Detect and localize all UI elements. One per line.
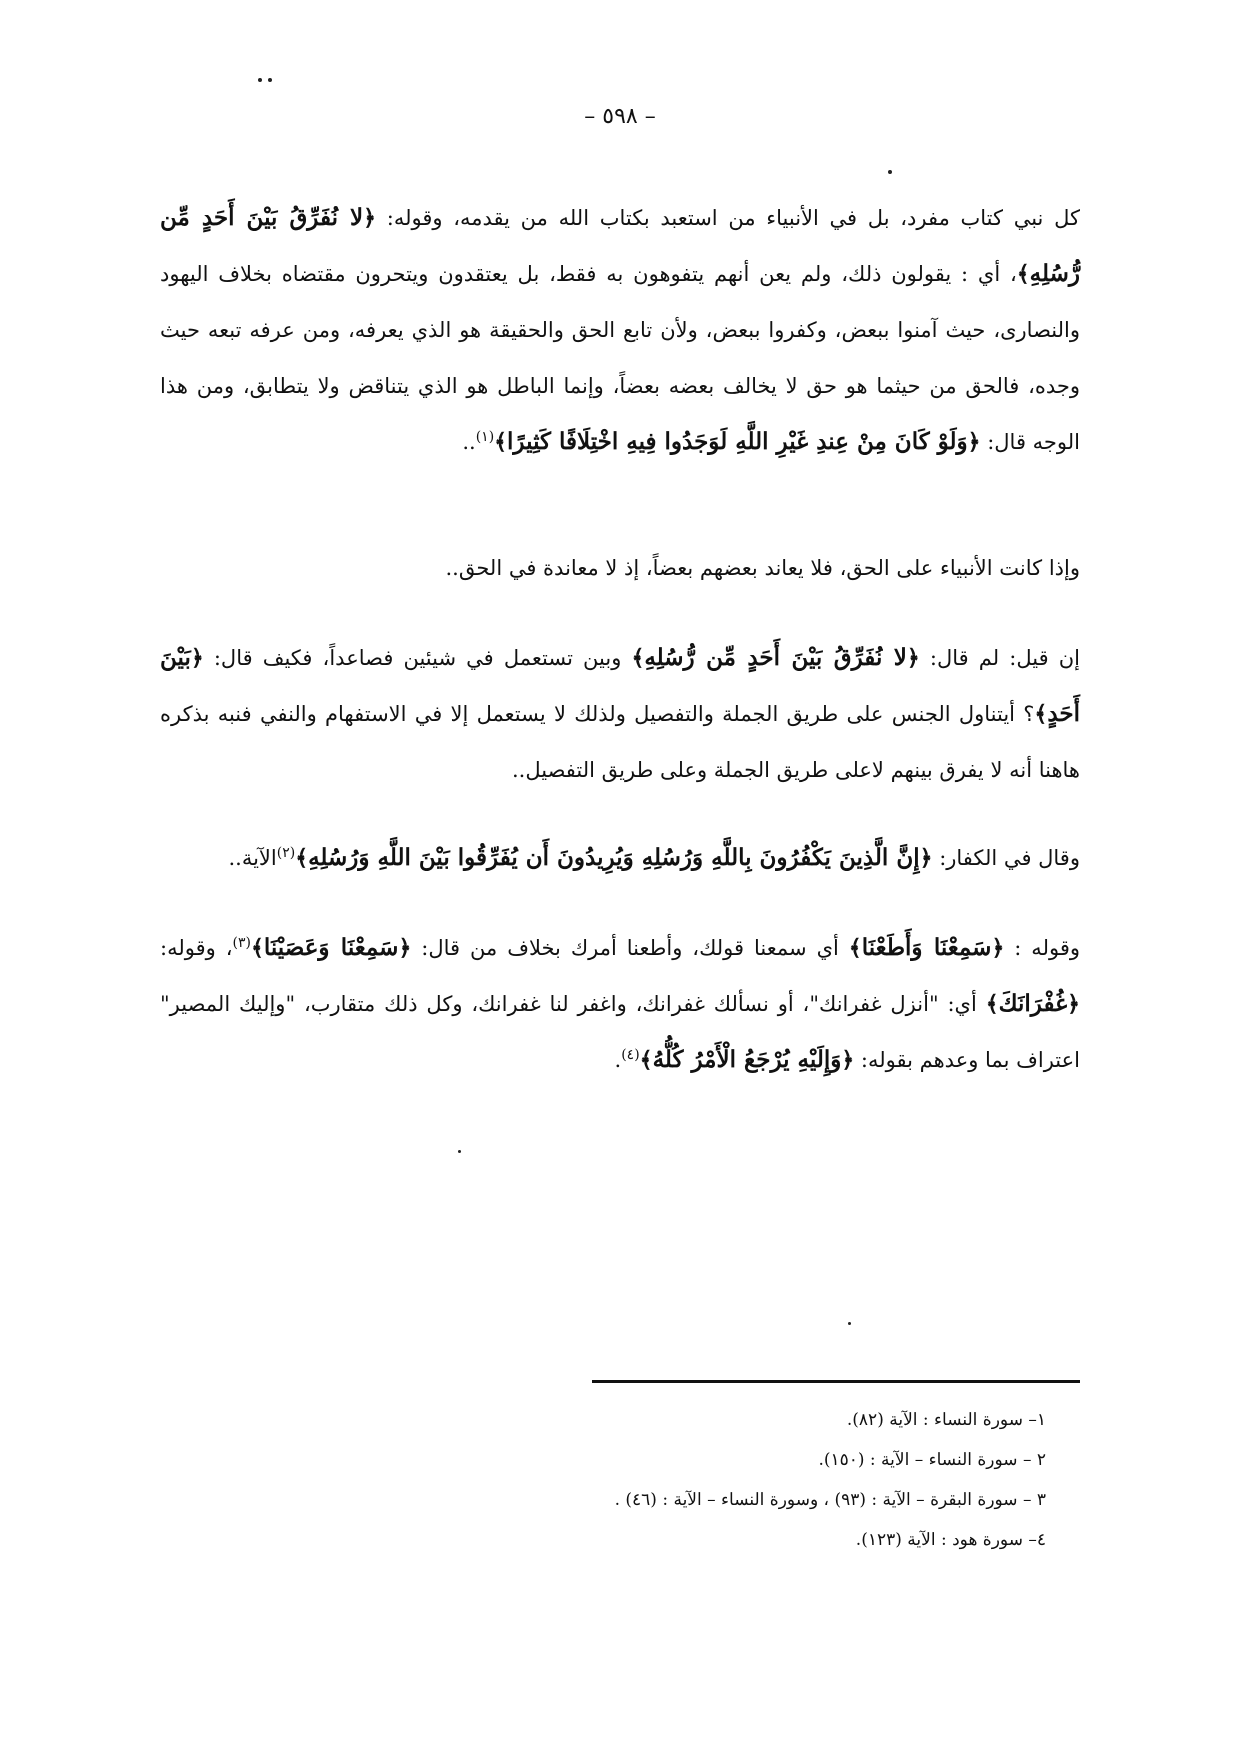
body-text-run: ؟ أيتناول الجنس على طريق الجملة والتفصيل ولذلك لا يستعمل إلا في الاستفهام والنفي فنبه بذكره هاهنا أنه لا يفرق بينهم لاعلى طريق الجملة وعلى طريق التفصيل..	[160, 702, 1080, 782]
body-text-run: أي سمعنا قولك، وأطعنا أمرك بخلاف من قال:	[411, 936, 849, 960]
verse-open-bracket: ﴿	[398, 935, 412, 961]
paragraph	[160, 540, 1080, 596]
body-text-run: الآية..	[228, 846, 277, 870]
quran-verse: سَمِعْنَا وَأَطَعْنَا	[861, 934, 992, 961]
footnote: ٤– سورة هود : الآية (١٢٣).	[855, 1530, 1046, 1550]
body-text-run: إن قيل: لم قال:	[919, 646, 1080, 670]
quran-verse: بَيْنَ أَحَدٍ	[160, 644, 1080, 727]
scan-speck	[848, 1322, 851, 1325]
verse-close-bracket: ﴾	[631, 645, 645, 671]
verse-open-bracket: ﴿	[919, 845, 933, 871]
footnote-marker: (٢)	[276, 845, 296, 861]
footnote-marker: (٤)	[621, 1047, 640, 1063]
body-text-run: وبين تستعمل في شيئين فصاعداً، فكيف قال:	[203, 646, 632, 670]
quran-verse: لا نُفَرِّقُ بَيْنَ أَحَدٍ مِّن رُّسُلِهِ	[644, 644, 907, 671]
quran-verse: غُفْرَانَكَ	[998, 990, 1068, 1017]
quran-verse: وَإِلَيْهِ يُرْجَعُ الْأَمْرُ كُلُّهُ	[652, 1046, 842, 1073]
footnote-marker: (٣)	[232, 935, 251, 951]
body-text-run: ..	[462, 430, 476, 454]
verse-close-bracket: ﴾	[250, 935, 264, 961]
verse-open-bracket: ﴿	[841, 1047, 855, 1073]
paragraph	[160, 630, 1080, 798]
body-text-run: ، وقوله:	[160, 936, 233, 960]
paragraph	[160, 190, 1080, 470]
scan-speck	[258, 78, 262, 82]
scan-speck	[458, 1150, 461, 1153]
paragraph	[160, 830, 1080, 886]
verse-close-bracket: ﴾	[639, 1047, 653, 1073]
verse-close-bracket: ﴾	[1034, 701, 1048, 727]
scan-speck	[268, 78, 272, 82]
page-number: – ٥٩٨ –	[584, 104, 656, 129]
verse-open-bracket: ﴿	[967, 429, 981, 455]
paragraph	[160, 920, 1080, 1088]
quran-verse: سَمِعْنَا وَعَصَيْنَا	[263, 934, 399, 961]
quran-verse: إِنَّ الَّذِينَ يَكْفُرُونَ بِاللَّهِ وَرُسُلِهِ وَيُرِيدُونَ أَن يُفَرِّقُوا بَيْنَ اللَّهِ وَرُسُلِهِ	[308, 844, 920, 871]
body-text-run: كل نبي كتاب مفرد، بل في الأنبياء من استعبد بكتاب الله من يقدمه، وقوله:	[376, 206, 1080, 230]
verse-close-bracket: ﴾	[1016, 261, 1030, 287]
verse-open-bracket: ﴿	[1067, 991, 1080, 1017]
footnote-marker: (١)	[475, 429, 495, 445]
body-text-run: ، أي : يقولون ذلك، ولم يعن أنهم يتفوهون به فقط، بل يعتقدون ويتحرون مقتضاه بخلاف اليهود والنصارى، حيث آمنوا ببعض، وكفروا ببعض، ولأن تابع الحق والحقيقة هو الذي يعرفه، ومن عرفه تبعه حيث وجده، فالحق من حيثما هو حق لا يخالف بعضه بعضاً، وإنما الباطل هو الذي يتناقض ولا يتطابق، ومن هذا الوجه قال:	[160, 262, 1080, 454]
body-text-run: أي: "أنزل غفرانك"، أو نسألك غفرانك، واغفر لنا غفرانك، وكل ذلك متقارب، "وإليك المصير" اعتراف بما وعدهم بقوله:	[160, 992, 1080, 1072]
verse-open-bracket: ﴿	[991, 935, 1005, 961]
body-text-run: وقوله :	[1004, 936, 1080, 960]
quran-verse: لا نُفَرِّقُ بَيْنَ أَحَدٍ مِّن رُّسُلِهِ	[160, 204, 1080, 287]
footnote: ٣ – سورة البقرة – الآية : (٩٣) ، وسورة النساء – الآية : (٤٦) .	[614, 1490, 1046, 1510]
verse-close-bracket: ﴾	[494, 429, 508, 455]
verse-open-bracket: ﴿	[363, 205, 377, 231]
scan-speck	[888, 170, 892, 174]
footnote: ٢ – سورة النساء – الآية : (١٥٠).	[818, 1450, 1046, 1470]
body-text-run: .	[614, 1048, 622, 1072]
body-text-run: وقال في الكفار:	[932, 846, 1080, 870]
footnote: ١– سورة النساء : الآية (٨٢).	[846, 1410, 1046, 1430]
quran-verse: وَلَوْ كَانَ مِنْ عِندِ غَيْرِ اللَّهِ لَوَجَدُوا فِيهِ اخْتِلَافًا كَثِيرًا	[507, 428, 968, 455]
verse-open-bracket: ﴿	[906, 645, 920, 671]
footnotes	[360, 1400, 1080, 1560]
verse-close-bracket: ﴾	[985, 991, 999, 1017]
verse-close-bracket: ﴾	[295, 845, 309, 871]
footnote-divider	[592, 1380, 1080, 1383]
body-text-run: وإذا كانت الأنبياء على الحق، فلا يعاند بعضهم بعضاً، إذ لا معاندة في الحق..	[445, 556, 1080, 580]
verse-close-bracket: ﴾	[848, 935, 862, 961]
verse-open-bracket: ﴿	[190, 645, 204, 671]
